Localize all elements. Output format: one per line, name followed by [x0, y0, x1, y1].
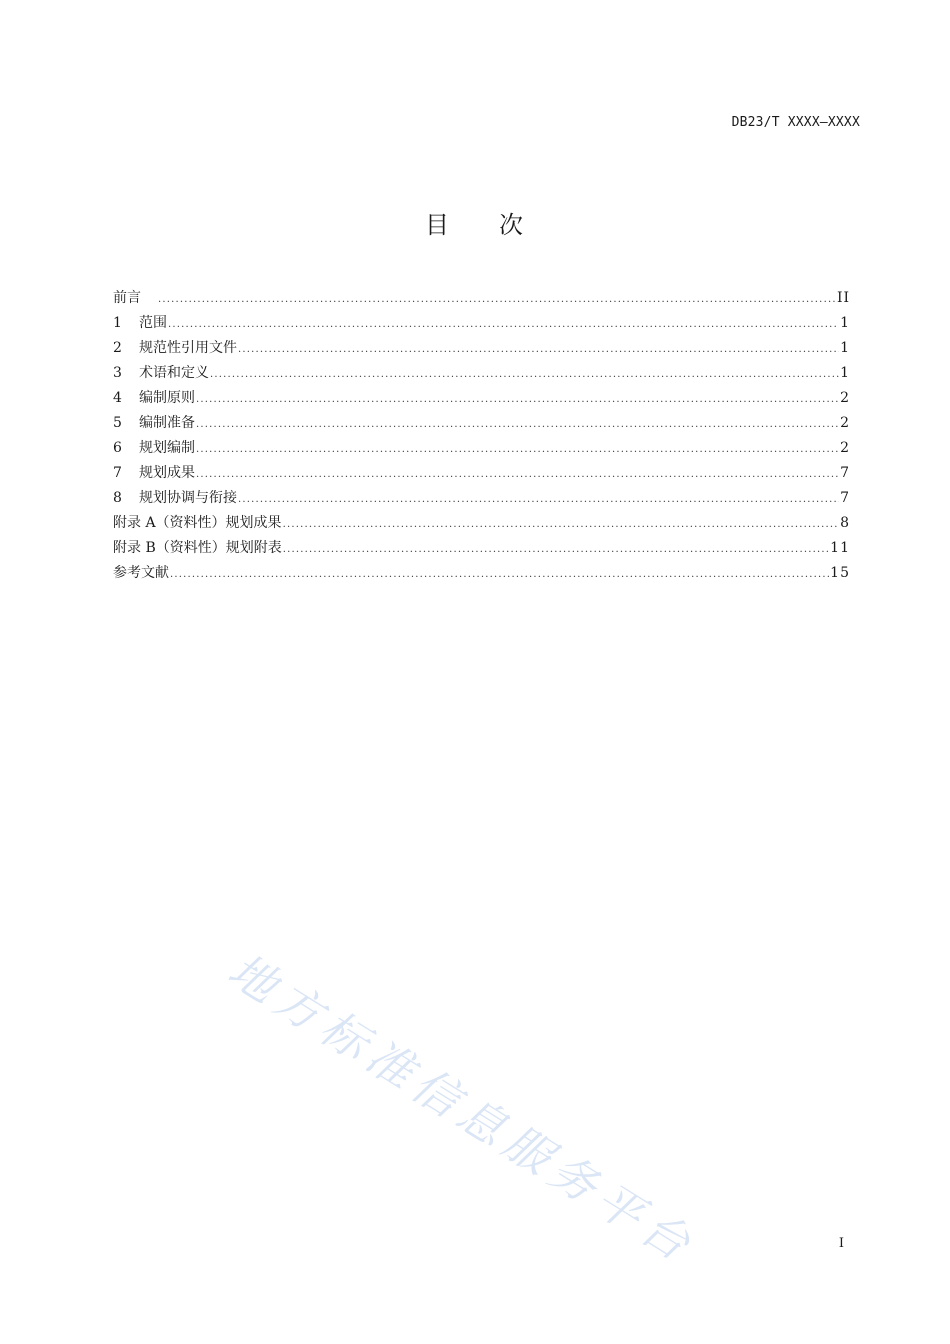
toc-page: 15: [830, 565, 850, 581]
toc-entry-1[interactable]: [113, 312, 850, 337]
toc-label: 规划编制: [139, 440, 195, 456]
toc-number: 1: [113, 315, 122, 331]
toc-number: 7: [113, 465, 122, 481]
toc-entry-7[interactable]: [113, 462, 850, 487]
toc-label: 术语和定义: [139, 365, 209, 381]
toc-page: 8: [840, 515, 850, 531]
toc-entry-foreword[interactable]: [113, 287, 850, 312]
toc-label: 前言: [113, 290, 141, 306]
toc-label: 参考文献: [113, 565, 169, 581]
toc-leader: [283, 519, 840, 530]
page-number: I: [838, 1236, 844, 1251]
toc-entry-5[interactable]: [113, 412, 850, 437]
toc-label: 规划协调与衔接: [139, 490, 237, 506]
toc-leader: [238, 344, 839, 355]
toc-page: 7: [840, 465, 850, 481]
toc-leader: [210, 369, 839, 380]
toc-entry-6[interactable]: [113, 437, 850, 462]
toc-leader: [283, 544, 829, 555]
toc-number: 4: [113, 390, 122, 406]
toc-leader: [170, 569, 829, 580]
toc-leader: [238, 494, 839, 505]
toc-number: 2: [113, 340, 122, 356]
toc-leader: [168, 319, 839, 330]
toc-entry-references[interactable]: [113, 562, 850, 587]
toc-page: 2: [840, 390, 850, 406]
toc-page: 1: [840, 315, 850, 331]
toc-page: 11: [830, 540, 850, 556]
toc-label: 范围: [139, 315, 167, 331]
table-of-contents: [113, 287, 850, 587]
toc-page: II: [836, 290, 850, 306]
page-title: [0, 205, 950, 240]
toc-leader: [158, 294, 836, 305]
toc-page: 2: [840, 440, 850, 456]
toc-entry-4[interactable]: [113, 387, 850, 412]
watermark-text: 地方标准信息服务平台: [219, 942, 706, 1275]
toc-entry-3[interactable]: [113, 362, 850, 387]
toc-leader: [196, 419, 839, 430]
toc-number: 5: [113, 415, 122, 431]
toc-entry-2[interactable]: [113, 337, 850, 362]
toc-label: 编制准备: [139, 415, 195, 431]
toc-label: 附录 A（资料性）规划成果: [113, 515, 282, 531]
toc-leader: [196, 394, 839, 405]
toc-number: 8: [113, 490, 122, 506]
title-char-right: 次: [499, 211, 525, 239]
toc-page: 1: [840, 340, 850, 356]
title-char-left: 目: [425, 211, 451, 239]
toc-entry-appendix-b[interactable]: [113, 537, 850, 562]
toc-page: 7: [840, 490, 850, 506]
toc-label: 规范性引用文件: [139, 340, 237, 356]
toc-label: 编制原则: [139, 390, 195, 406]
toc-label: 附录 B（资料性）规划附表: [113, 540, 282, 556]
toc-leader: [196, 469, 839, 480]
toc-entry-appendix-a[interactable]: [113, 512, 850, 537]
toc-label: 规划成果: [139, 465, 195, 481]
document-code: DB23/T XXXX—XXXX: [731, 115, 860, 130]
toc-page: 2: [840, 415, 850, 431]
toc-number: 6: [113, 440, 122, 456]
toc-entry-8[interactable]: [113, 487, 850, 512]
toc-page: 1: [840, 365, 850, 381]
toc-leader: [196, 444, 839, 455]
toc-number: 3: [113, 365, 122, 381]
